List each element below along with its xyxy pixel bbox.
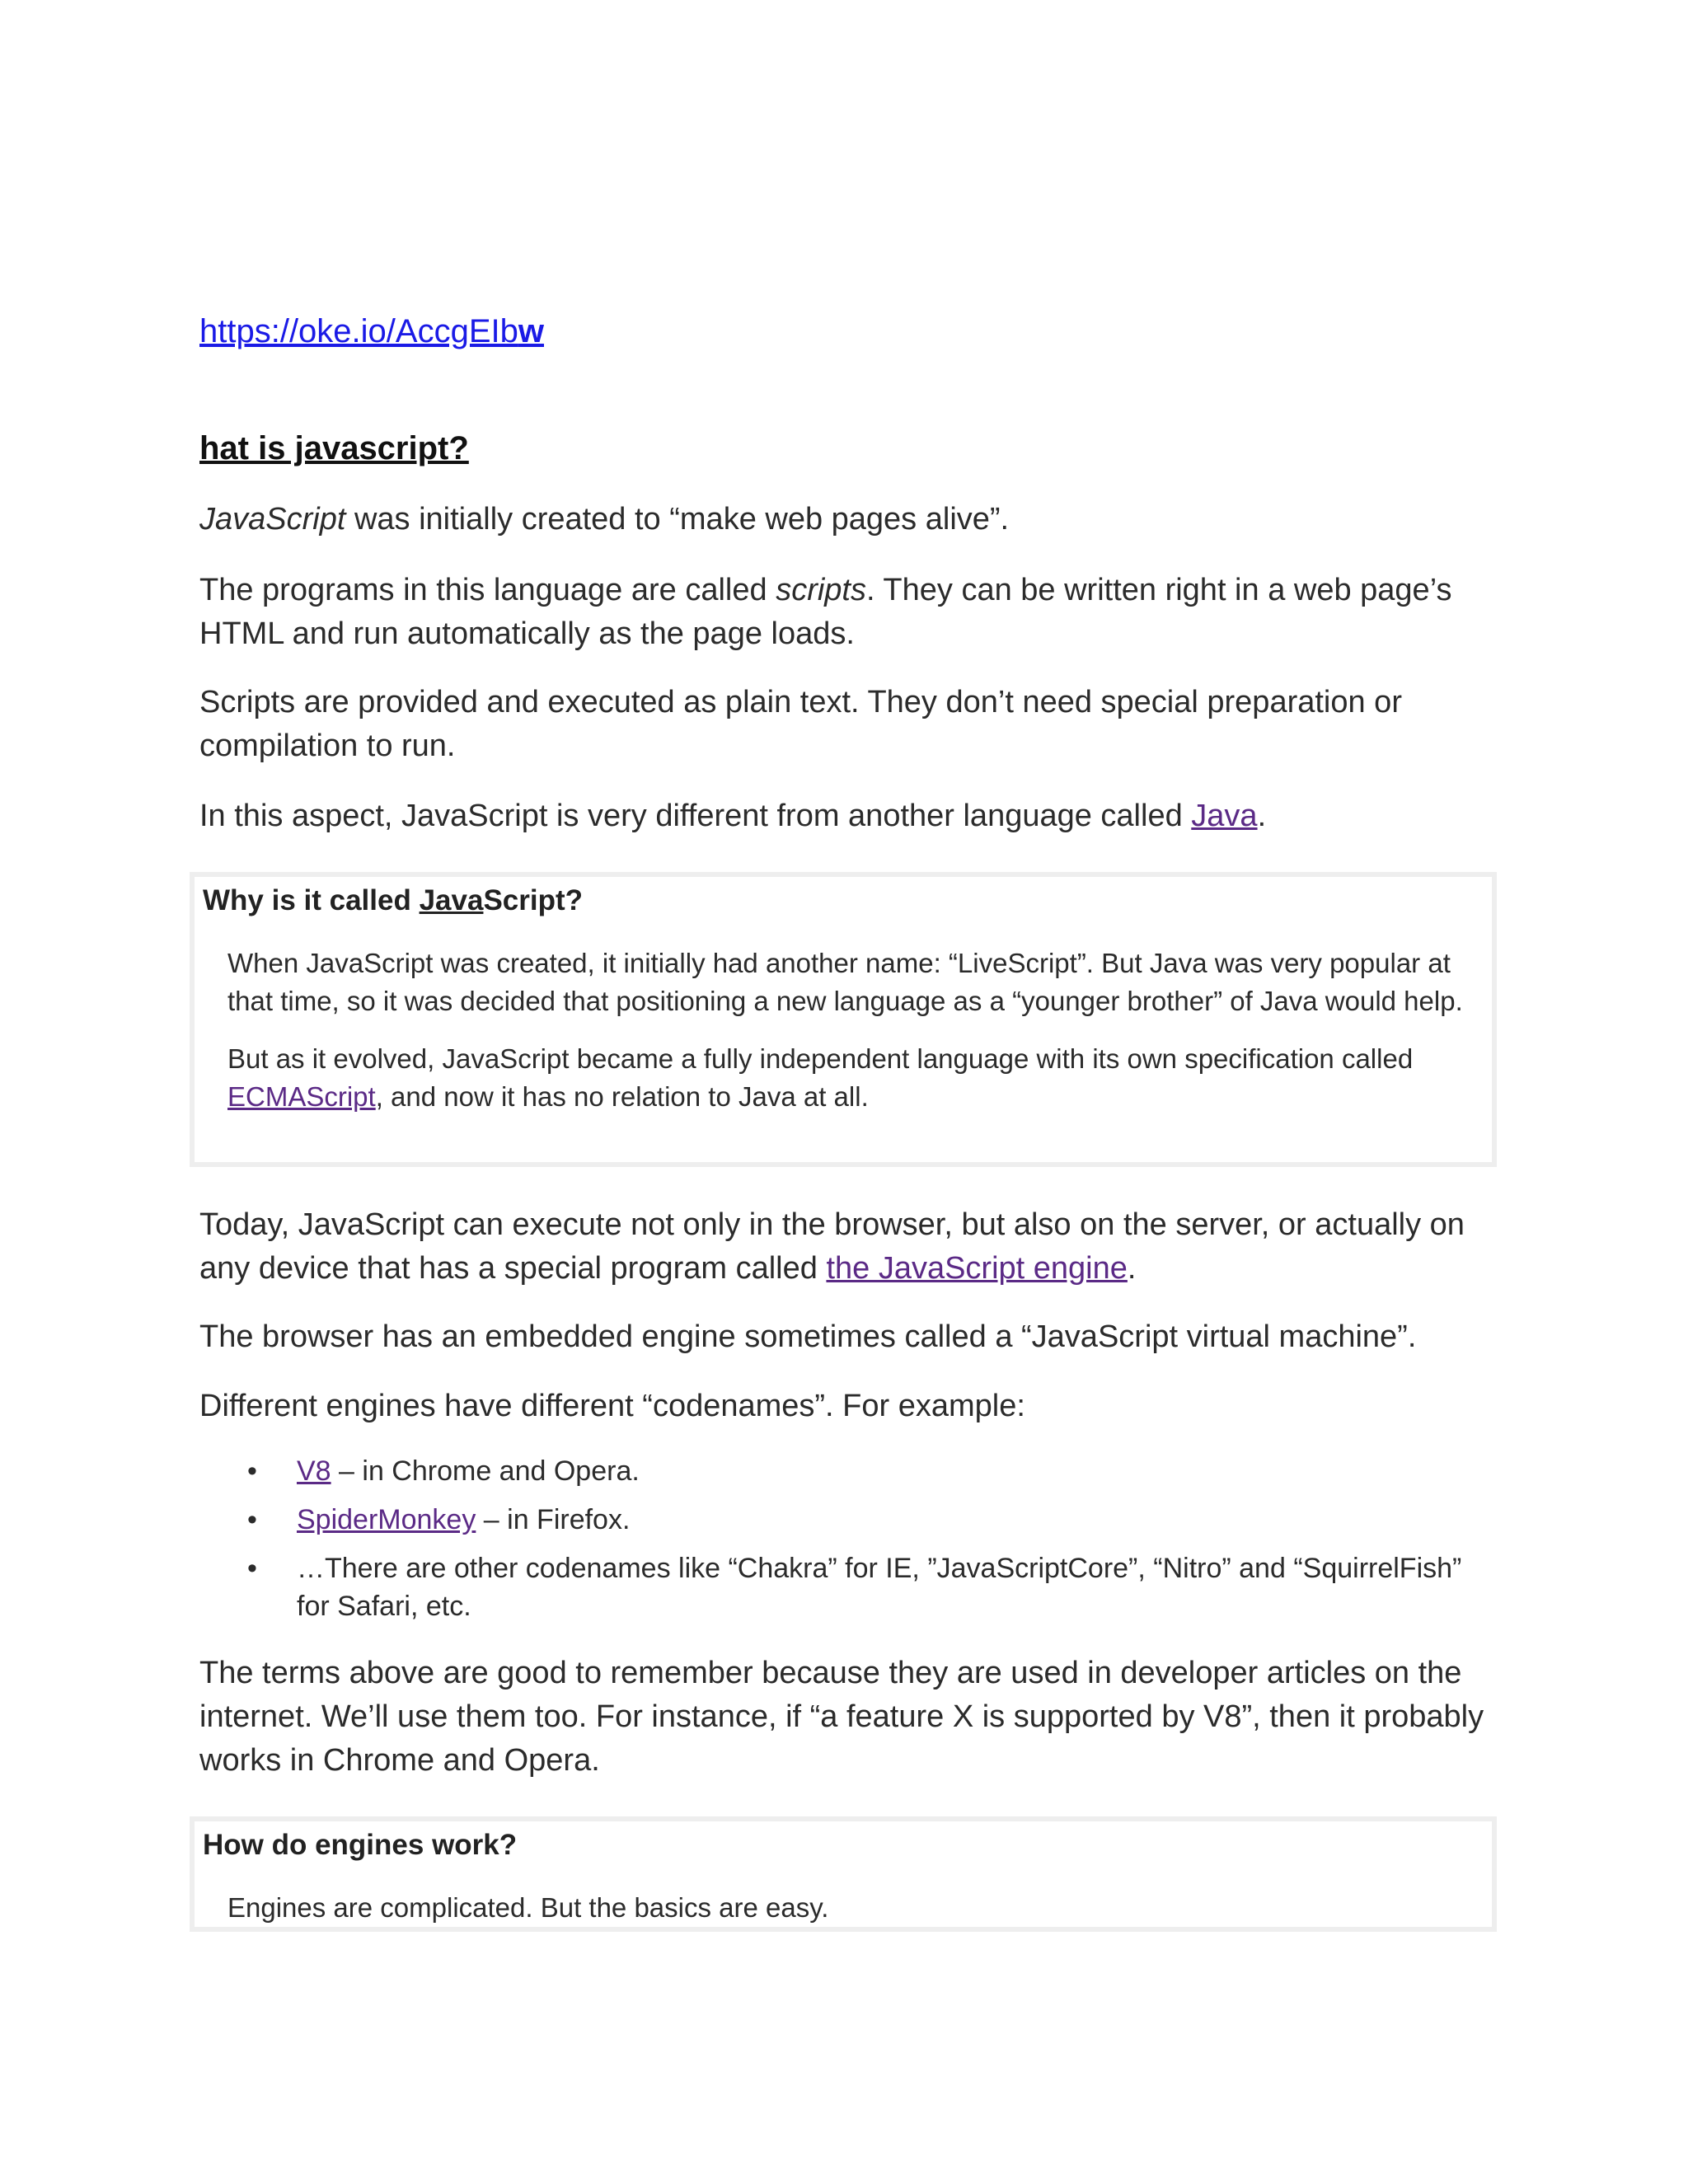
callout-title: How do engines work?: [203, 1829, 518, 1861]
paragraph-plain-text: Scripts are provided and executed as plain text. They don’t need special preparation or compilation to run.: [199, 685, 1402, 763]
paragraph-text: The programs in this language are called: [199, 573, 776, 607]
callout-title-java: Java: [419, 884, 484, 916]
link-text: https://oke.io/AccgEIb: [199, 313, 518, 349]
bullet-icon: •: [247, 1455, 257, 1487]
list-item: [247, 1501, 1475, 1539]
paragraph-text: Today, JavaScript can execute not only in the browser, but also on the server, or actually on any device that has a special program called: [199, 1207, 1465, 1286]
list-item: [247, 1549, 1475, 1625]
paragraph-java-difference: [199, 794, 1485, 838]
paragraph-text: .: [1127, 1251, 1137, 1286]
callout-title-text: Script?: [483, 884, 584, 916]
page-heading: hat is javascript?: [199, 430, 469, 466]
paragraph-terms: The terms above are good to remember because they are used in developer articles on the internet. We’ll use them too. For instance, if “a feature X is supported by V8”, then it probably works in Chrome and Opera.: [199, 1656, 1484, 1778]
v8-link[interactable]: V8: [297, 1455, 331, 1487]
italic-term-javascript: JavaScript: [199, 502, 346, 537]
callout-text: But as it evolved, JavaScript became a fully independent language with its own specification called: [227, 1043, 1414, 1074]
callout-title-text: Why is it called: [203, 884, 420, 916]
callout-title: [195, 877, 1492, 920]
paragraph-text: .: [1257, 799, 1267, 833]
paragraph-virtual-machine: The browser has an embedded engine sometimes called a “JavaScript virtual machine”.: [199, 1319, 1417, 1354]
paragraph-text: . They can be written right in a web page’s HTML and run automatically as the page loads.: [199, 573, 1452, 651]
paragraph-scripts: [199, 569, 1485, 656]
callout-paragraph-history: When JavaScript was created, it initially had another name: “LiveScript”. But Java was very popular at that time, so it was decided that positioning a new language as a “younger brother” of Java would help.: [227, 948, 1463, 1016]
list-item-text: …There are other codenames like “Chakra” for IE, ”JavaScriptCore”, “Nitro” and “SquirrelFish” for Safari, etc.: [297, 1553, 1462, 1622]
link-text-bold: w: [518, 313, 544, 349]
paragraph-codenames: Different engines have different “codenames”. For example:: [199, 1389, 1025, 1423]
list-item-text: – in Firefox.: [476, 1504, 631, 1535]
list-item-text: – in Chrome and Opera.: [331, 1455, 640, 1487]
callout-paragraph-ecmascript: [195, 1040, 1492, 1116]
paragraph-text: In this aspect, JavaScript is very different from another language called: [199, 799, 1192, 833]
paragraph-engine: [199, 1203, 1485, 1291]
paragraph-intro: [199, 498, 1485, 541]
callout-how-engines-work: [190, 1816, 1497, 1932]
spidermonkey-link[interactable]: SpiderMonkey: [297, 1504, 476, 1535]
italic-term-scripts: scripts: [776, 573, 866, 607]
callout-paragraph-engines: Engines are complicated. But the basics are easy.: [227, 1892, 829, 1923]
javascript-engine-link[interactable]: the JavaScript engine: [826, 1251, 1128, 1286]
bullet-icon: •: [247, 1553, 257, 1584]
engine-list: [247, 1452, 1475, 1636]
callout-text: , and now it has no relation to Java at all.: [375, 1081, 869, 1112]
bullet-icon: •: [247, 1504, 257, 1535]
paragraph-text: was initially created to “make web pages alive”.: [345, 502, 1010, 537]
list-item: [247, 1452, 1475, 1490]
java-link[interactable]: Java: [1191, 799, 1258, 833]
shortened-url-link[interactable]: [199, 312, 544, 351]
ecmascript-link[interactable]: ECMAScript: [227, 1081, 376, 1112]
callout-why-javascript: [190, 872, 1497, 1167]
